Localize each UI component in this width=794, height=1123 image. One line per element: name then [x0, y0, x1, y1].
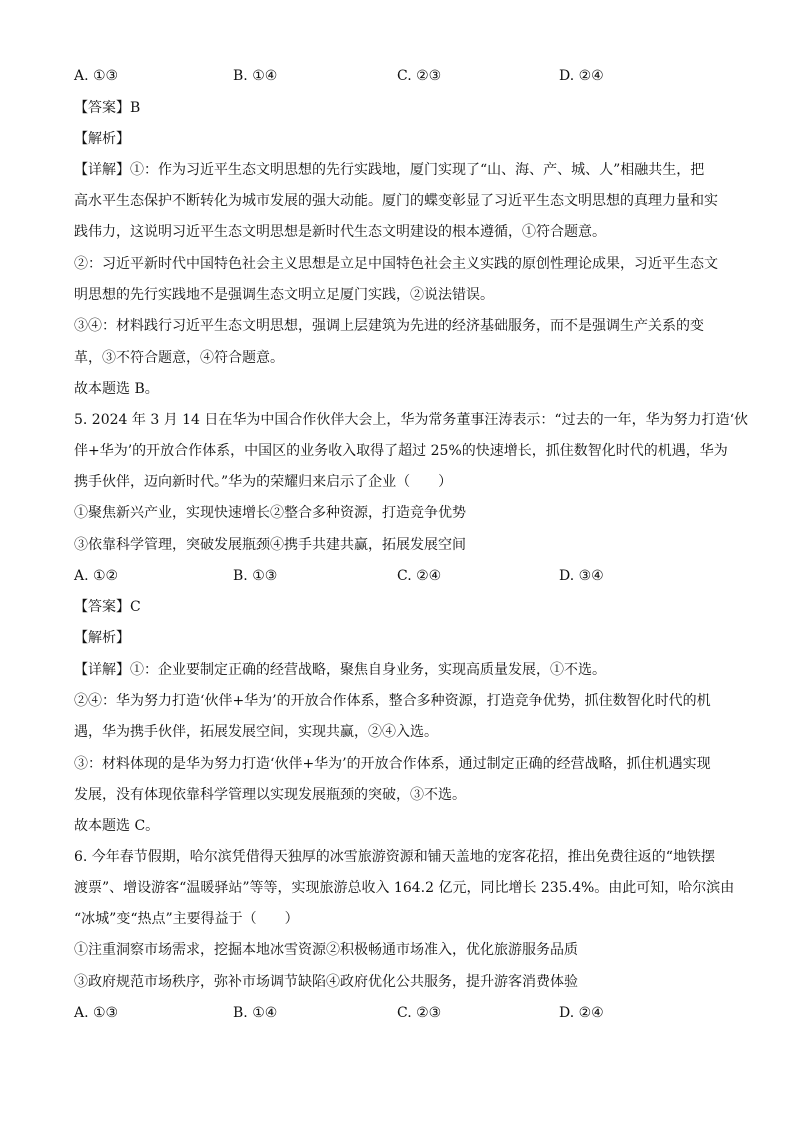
q4-analysis-label: 【解析】 [74, 131, 130, 147]
q5-option-b: B. ①③ [233, 568, 278, 584]
q5-stem-line: 携手伙伴，迈向新时代。”华为的荣耀归来启示了企业（ ） [74, 474, 453, 490]
q4-option-d: D. ②④ [559, 68, 604, 84]
q6-choice-line: ①注重洞察市场需求，挖掘本地冰雪资源②积极畅通市场准入，优化旅游服务品质 [74, 942, 578, 958]
q5-choice-line: ①聚焦新兴产业，实现快速增长②整合多种资源，打造竞争优势 [74, 505, 466, 521]
q4-option-c: C. ②③ [397, 68, 442, 84]
q5-option-d: D. ③④ [559, 568, 604, 584]
q4-option-b: B. ①④ [233, 68, 278, 84]
q4-detail-line: 【详解】①：作为习近平生态文明思想的先行实践地，厦门实现了“山、海、产、城、人”相融共生，把 [74, 162, 705, 178]
q6-stem-line: 渡票”、增设游客“温暖驿站”等等，实现旅游总收入 164.2 亿元，同比增长 235.4%。由此可知，哈尔滨由 [74, 880, 735, 896]
q5-option-a: A. ①② [74, 568, 119, 584]
q6-option-c: C. ②③ [397, 1005, 442, 1021]
q4-detail-line: ③④：材料践行习近平生态文明思想，强调上层建筑为先进的经济基础服务，而不是强调生产关系的变 [74, 318, 704, 334]
q4-detail-line: 革，③不符合题意，④符合题意。 [74, 350, 284, 366]
q5-stem-line: 伴+华为’的开放合作体系，中国区的业务收入取得了超过 25%的快速增长，抓住数智化时代的机遇，华为 [74, 443, 728, 459]
q5-detail-line: 遇，华为携手伙伴，拓展发展空间，实现共赢，②④入选。 [74, 724, 438, 740]
q4-detail-line: 高水平生态保护不断转化为城市发展的强大动能。厦门的蝶变彰显了习近平生态文明思想的真理力量和实 [74, 193, 718, 209]
q5-detail-line: 【详解】①：企业要制定正确的经营战略，聚焦自身业务，实现高质量发展，①不选。 [74, 662, 606, 678]
q5-choice-line: ③依靠科学管理，突破发展瓶颈④携手共建共赢，拓展发展空间 [74, 537, 466, 553]
q6-option-d: D. ②④ [559, 1005, 604, 1021]
q6-options [74, 1003, 734, 1023]
q4-detail-line: ②：习近平新时代中国特色社会主义思想是立足中国特色社会主义实践的原创性理论成果，习近平生态文 [74, 256, 718, 272]
q4-option-a: A. ①③ [74, 68, 119, 84]
q6-choice-line: ③政府规范市场秩序，弥补市场调节缺陷④政府优化公共服务，提升游客消费体验 [74, 974, 578, 990]
q6-option-b: B. ①④ [233, 1005, 278, 1021]
q5-detail-line: 发展，没有体现依靠科学管理以实现发展瓶颈的突破，③不选。 [74, 787, 466, 803]
q5-conclusion: 故本题选 C。 [74, 818, 160, 834]
q5-options [74, 566, 734, 586]
q5-analysis-label: 【解析】 [74, 630, 130, 646]
q4-options [74, 66, 734, 86]
q5-stem-line: 5. 2024 年 3 月 14 日在华为中国合作伙伴大会上，华为常务董事汪涛表示：“过去的一年，华为努力打造‘伙 [74, 412, 749, 428]
q4-detail-line: 明思想的先行实践地不是强调生态文明立足厦门实践，②说法错误。 [74, 287, 494, 303]
q4-detail-line: 践伟力，这说明习近平生态文明思想是新时代生态文明建设的根本遵循，①符合题意。 [74, 224, 606, 240]
q5-detail-line: ③：材料体现的是华为努力打造‘伙伴+华为’的开放合作体系，通过制定正确的经营战略，抓住机遇实现 [74, 756, 711, 772]
q6-stem-line: “冰城”变“热点”主要得益于（ ） [74, 911, 299, 927]
q5-option-c: C. ②④ [397, 568, 442, 584]
q5-answer: 【答案】C [74, 599, 141, 615]
q6-stem-line: 6. 今年春节假期，哈尔滨凭借得天独厚的冰雪旅游资源和铺天盖地的宠客花招，推出免费往返的“地铁摆 [74, 849, 715, 865]
q6-option-a: A. ①③ [74, 1005, 119, 1021]
q5-detail-line: ②④：华为努力打造‘伙伴+华为’的开放合作体系，整合多种资源，打造竞争优势，抓住数智化时代的机 [74, 693, 711, 709]
q4-answer: 【答案】B [74, 100, 141, 116]
q4-conclusion: 故本题选 B。 [74, 381, 159, 397]
